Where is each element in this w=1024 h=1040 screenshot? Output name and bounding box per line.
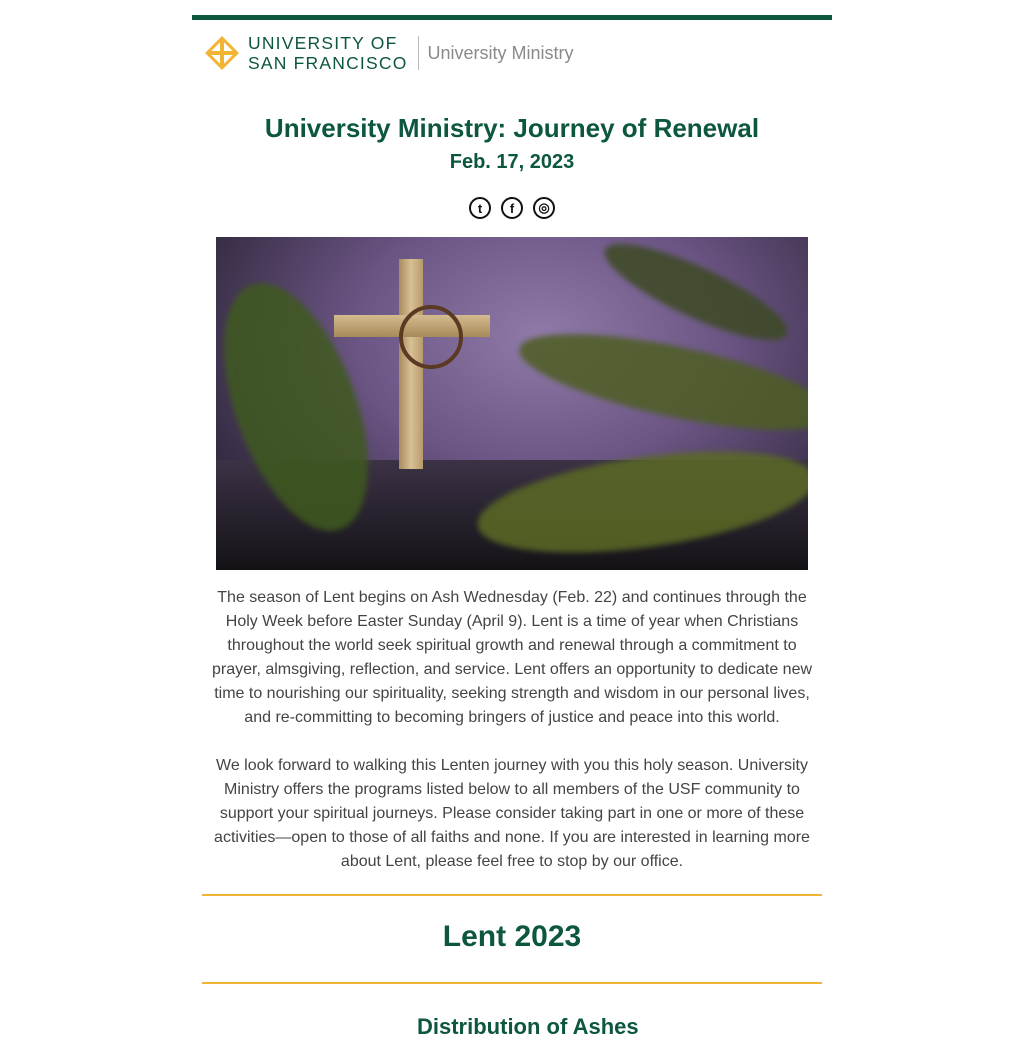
social-links — [192, 197, 832, 219]
top-bar — [192, 15, 832, 20]
hero-image-cross — [216, 237, 808, 570]
logo-divider — [418, 36, 419, 70]
usf-cross-icon — [202, 33, 242, 73]
program-heading: Distribution of Ashes — [417, 1014, 639, 1039]
section-title: Lent 2023 — [442, 920, 582, 953]
instagram-icon[interactable]: ◎ — [533, 197, 555, 219]
department-name: University Ministry — [427, 42, 574, 63]
logo-text — [248, 33, 408, 73]
usf-logo[interactable] — [202, 30, 574, 76]
email-container — [192, 0, 832, 1039]
twitter-icon[interactable]: t — [469, 197, 491, 219]
logo-line-1: UNIVERSITY OF — [248, 33, 398, 53]
logo-line-2: SAN FRANCISCO — [248, 53, 408, 73]
facebook-icon[interactable]: f — [501, 197, 523, 219]
intro-paragraph: The season of Lent begins on Ash Wednesday (Feb. 22) and continues through the Holy Week before Easter Sunday (April 9). Lent is a time of year when Christians throughout the world seek spiritual growth and renewal through a commitment to prayer, almsgiving, reflection, and service. Lent offers an opportunity to dedicate new time to nourishing our spirituality, seeking strength and wisdom in our personal lives, and re-committing to becoming bringers of justice and peace into this world. — [211, 589, 813, 726]
section-divider-bottom — [202, 982, 822, 984]
page-title: University Ministry: Journey of Renewal — [264, 113, 760, 143]
section-divider-top — [202, 894, 822, 896]
issue-date: Feb. 17, 2023 — [449, 151, 575, 173]
invitation-paragraph: We look forward to walking this Lenten journey with you this holy season. University Ministry offers the programs listed below to all members of the USF community to support your spiritual journeys. Please consider taking part in one or more of these activities—open to those of all faiths and none. If you are interested in learning more about Lent, please feel free to stop by our office. — [214, 757, 810, 870]
